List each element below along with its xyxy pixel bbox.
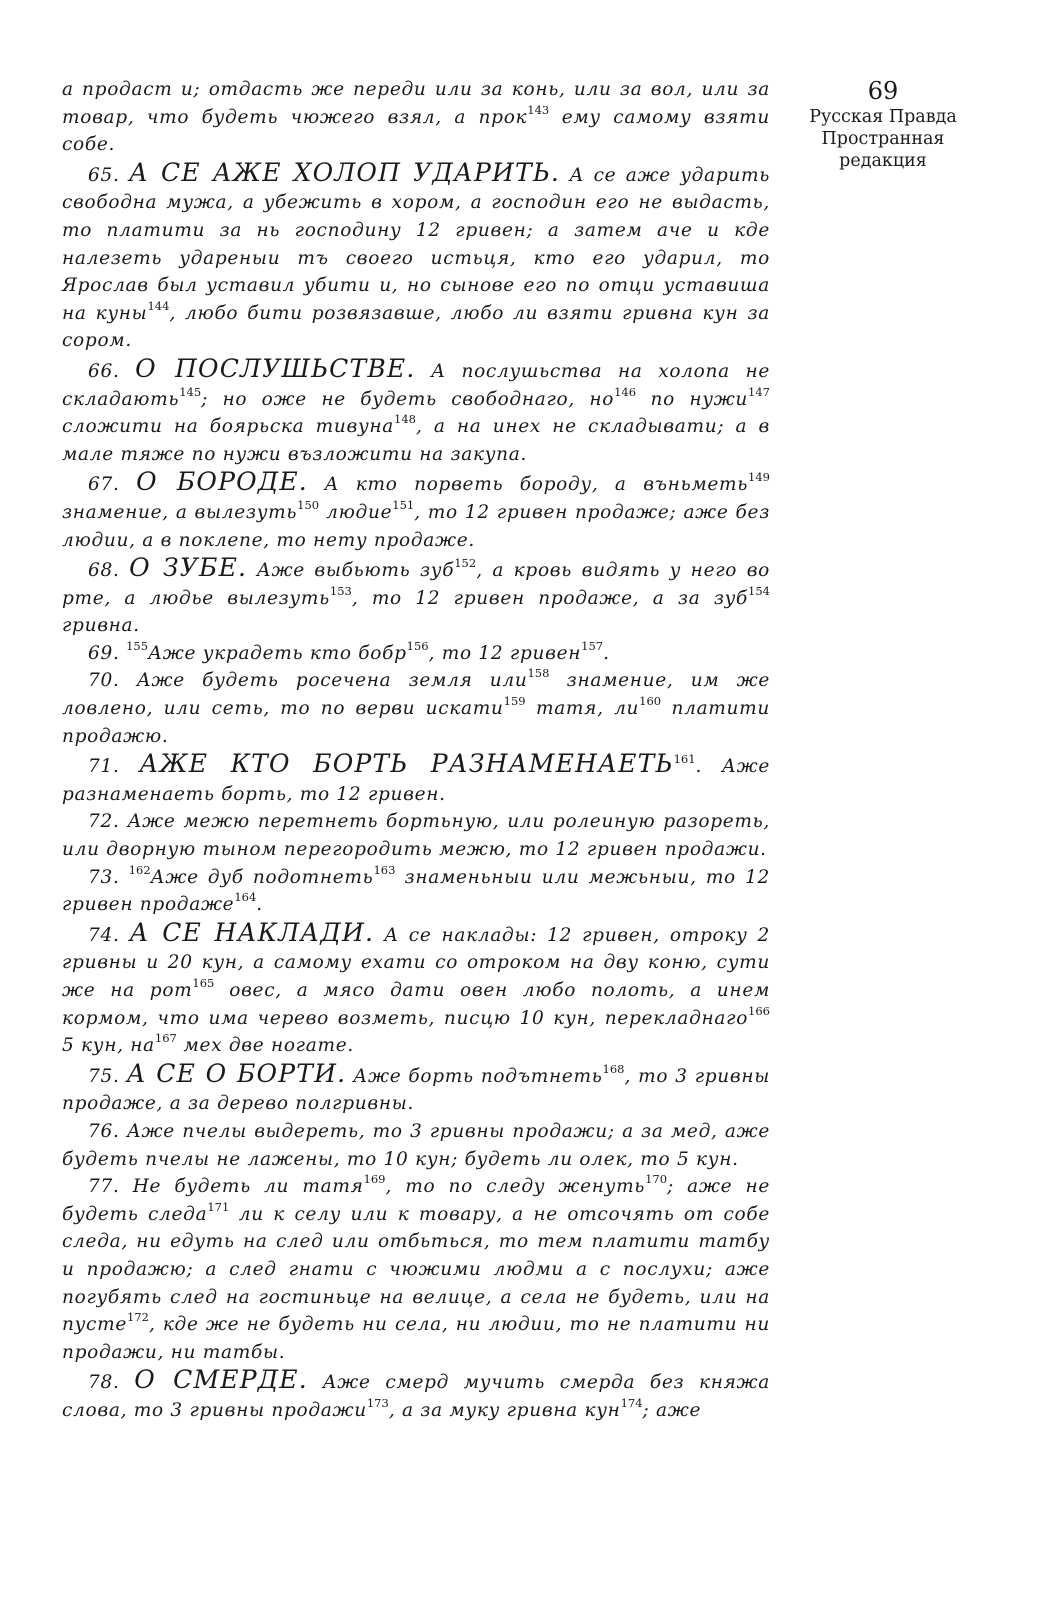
article-paragraph	[62, 1060, 770, 1118]
text-run: ; аже не будеть следа	[62, 1176, 770, 1225]
footnote-marker: 146	[614, 384, 637, 399]
text-run: , то 12 гривен продаже, а за зуб	[351, 587, 749, 609]
text-run: Аже украдеть кто бобр	[148, 642, 407, 664]
footnote-marker: 160	[639, 694, 662, 709]
text-run: , кде же не будеть ни села, ни людии, то не платити ни продажи, ни татбы.	[62, 1314, 770, 1363]
article-paragraph	[62, 1118, 770, 1173]
footnote-marker: 157	[581, 638, 604, 653]
footnote-marker: 165	[192, 976, 215, 990]
article-paragraph	[62, 159, 770, 355]
article-heading: О ПОСЛУШЬСТВЕ.	[135, 353, 416, 383]
text-run: платити продажю.	[62, 698, 771, 747]
text-run: 66.	[88, 360, 136, 382]
running-head-line: редакция	[839, 151, 927, 171]
footnote-marker: 143	[527, 102, 550, 117]
page-number: 69	[867, 77, 899, 105]
footnote-marker: 159	[503, 694, 526, 709]
text-run: 68.	[88, 560, 130, 582]
text-run: ли к селу или к товару, а не отсочять от собе следа, ни едуть на след или отбьться, то тем платити татбу и продажю; а след гнати с чюжими людми а с послухи; аже погубять след на гостиньце на велице, а села не будеть, или на пусте	[62, 1203, 771, 1336]
text-run: знаменьныи или межьныи, то 12 гривен продаже	[62, 866, 771, 916]
footnote-marker: 144	[147, 298, 170, 313]
text-run: , то по следу женуть	[385, 1176, 646, 1198]
text-run: 67.	[88, 474, 137, 496]
text-run: Аже смерд мучить смерда без княжа слова, то 3 гривны продажи	[62, 1372, 771, 1421]
article-paragraph	[62, 919, 770, 1060]
text-run: .	[603, 642, 610, 664]
text-run: Аже выбьють зуб	[247, 560, 455, 582]
article-heading: О ЗУБЕ.	[129, 553, 248, 583]
text-run: мех две ногате.	[176, 1035, 354, 1057]
text-run: Аже дуб подотнеть	[150, 866, 374, 888]
text-run: , любо бити розвязавше, любо ли взяти гривна кун за сором.	[62, 302, 771, 352]
footnote-marker: 154	[748, 583, 770, 598]
text-run: сложити на боярьска тивуна	[62, 416, 395, 438]
footnote-marker: 166	[748, 1003, 770, 1018]
text-run: , то 12 гривен продаже; аже без людии, а в поклепе, то нету продаже.	[62, 501, 770, 551]
text-run: 74.	[88, 924, 130, 946]
article-paragraph	[62, 1366, 770, 1424]
text-run: 77. Не будеть ли татя	[88, 1176, 364, 1198]
text-run: . Аже разнаменаеть борть, то 12 гривен.	[62, 756, 771, 805]
text-run: А кто порветь бороду, а въньметь	[307, 474, 749, 496]
footnote-marker: 149	[748, 470, 770, 485]
running-head-line: Русская Правда	[809, 107, 957, 127]
main-text-column	[62, 76, 770, 1425]
article-paragraph	[62, 864, 770, 919]
text-run: знамение, а вылезуть	[62, 501, 298, 523]
text-run: по нужи	[636, 388, 749, 410]
text-run: Аже борть подътнеть	[346, 1065, 603, 1087]
footnote-marker: 150	[297, 497, 320, 512]
text-run: гривна.	[62, 615, 140, 637]
text-run: 75.	[88, 1065, 127, 1087]
text-run: .	[256, 894, 263, 916]
footnote-marker: 169	[363, 1172, 386, 1187]
footnote-marker: 147	[748, 384, 770, 399]
article-paragraph	[62, 355, 770, 468]
footnote-marker: 162	[128, 862, 151, 877]
footnote-marker: 163	[373, 862, 396, 877]
continuation-paragraph	[62, 76, 770, 159]
text-run: 73.	[88, 866, 129, 888]
text-run: , а кровь видять у него во рте, а людье вылезуть	[62, 560, 770, 609]
footnote-marker: 174	[620, 1395, 643, 1410]
text-run: овес, а мясо дати овен любо полоть, а инем кормом, что има черево возметь, писцю 10 кун, перекладнаго	[62, 980, 770, 1029]
article-heading: О СМЕРДЕ.	[134, 1365, 308, 1395]
article-heading: О БОРОДЕ.	[136, 467, 308, 497]
text-run: знамение, им же ловлено, или сеть, то по верви искати	[62, 670, 770, 720]
footnote-marker: 161	[673, 752, 696, 767]
footnote-marker: 148	[394, 412, 416, 427]
article-heading: А СЕ НАКЛАДИ.	[129, 917, 375, 947]
article-paragraph	[62, 468, 770, 554]
footnote-marker: 172	[127, 1310, 149, 1325]
text-run: ; но оже не будеть свободнаго, но	[201, 388, 615, 410]
footnote-marker: 170	[645, 1172, 668, 1187]
article-heading: А СЕ АЖЕ ХОЛОП УДАРИТЬ.	[128, 157, 561, 187]
text-run: 5 кун, на	[62, 1035, 155, 1057]
article-paragraph	[62, 750, 770, 808]
text-run: , то 12 гривен	[428, 642, 582, 664]
footnote-marker: 151	[392, 497, 415, 512]
text-run: 78.	[88, 1372, 135, 1394]
article-heading: А СЕ О БОРТИ.	[126, 1058, 347, 1088]
article-paragraph	[62, 1173, 770, 1366]
text-run: , то 3 гривны продаже, а за дерево полгривны.	[62, 1065, 771, 1115]
footnote-marker: 155	[126, 638, 149, 653]
margin-header	[798, 76, 968, 172]
running-head-line: Пространная	[821, 129, 945, 149]
footnote-marker: 168	[602, 1061, 625, 1076]
text-run: ему самому взяти собе.	[62, 106, 770, 156]
text-run: 65.	[88, 164, 129, 186]
text-run: людие	[319, 501, 393, 523]
text-run: А се наклады: 12 гривен, отроку 2 гривны и 20 кун, а самому ехати со отроком на дву коню, сути же на рот	[62, 924, 770, 1001]
text-run: , а на инех не складывати; а в мале тяже по нужи възложити на закупа.	[62, 416, 770, 465]
article-paragraph	[62, 667, 770, 750]
text-run: ; аже	[642, 1399, 702, 1421]
footnote-marker: 153	[329, 583, 352, 598]
text-run: А се аже ударить свободна мужа, а убежить в хором, а господин его не выдасть, то платити за нь господину 12 гривен; а затем аче и кде налезеть удареныи тъ своего истьця, кто его ударил, то Ярослав был уставил убити и, но сынове его по отци уставиша на куны	[62, 164, 771, 324]
article-paragraph	[62, 640, 770, 668]
footnote-marker: 145	[179, 384, 202, 399]
text-run: а продаст и; отдасть же переди или за конь, или за вол, или за товар, что будеть чюжего взял, а прок	[62, 79, 770, 128]
footnote-marker: 152	[454, 556, 477, 571]
text-run: 70. Аже будеть росечена земля или	[88, 670, 528, 692]
text-run: 69.	[88, 642, 127, 664]
text-run: 71.	[88, 756, 140, 778]
text-run: 72. Аже межю перетнеть бортьную, или ролеиную разореть, или дворную тыном перегородить межю, то 12 гривен продажи.	[62, 811, 770, 861]
footnote-marker: 171	[207, 1199, 230, 1214]
text-run: татя, ли	[525, 698, 640, 720]
text-run: А послушьства на холопа не складають	[62, 360, 770, 410]
footnote-marker: 156	[406, 638, 429, 653]
footnote-marker: 167	[154, 1031, 177, 1046]
text-run: 76. Аже пчелы выдереть, то 3 гривны продажи; а за мед, аже будеть пчелы не лажены, то 10 кун; будеть ли олек, то 5 кун.	[62, 1120, 770, 1170]
article-paragraph	[62, 808, 770, 863]
footnote-marker: 164	[234, 890, 257, 905]
article-paragraph	[62, 554, 770, 640]
article-heading: АЖЕ КТО БОРТЬ РАЗНАМЕНАЕТЬ	[139, 749, 674, 779]
footnote-marker: 173	[366, 1395, 389, 1410]
text-run: , а за муку гривна кун	[388, 1399, 621, 1421]
footnote-marker: 158	[527, 666, 550, 681]
